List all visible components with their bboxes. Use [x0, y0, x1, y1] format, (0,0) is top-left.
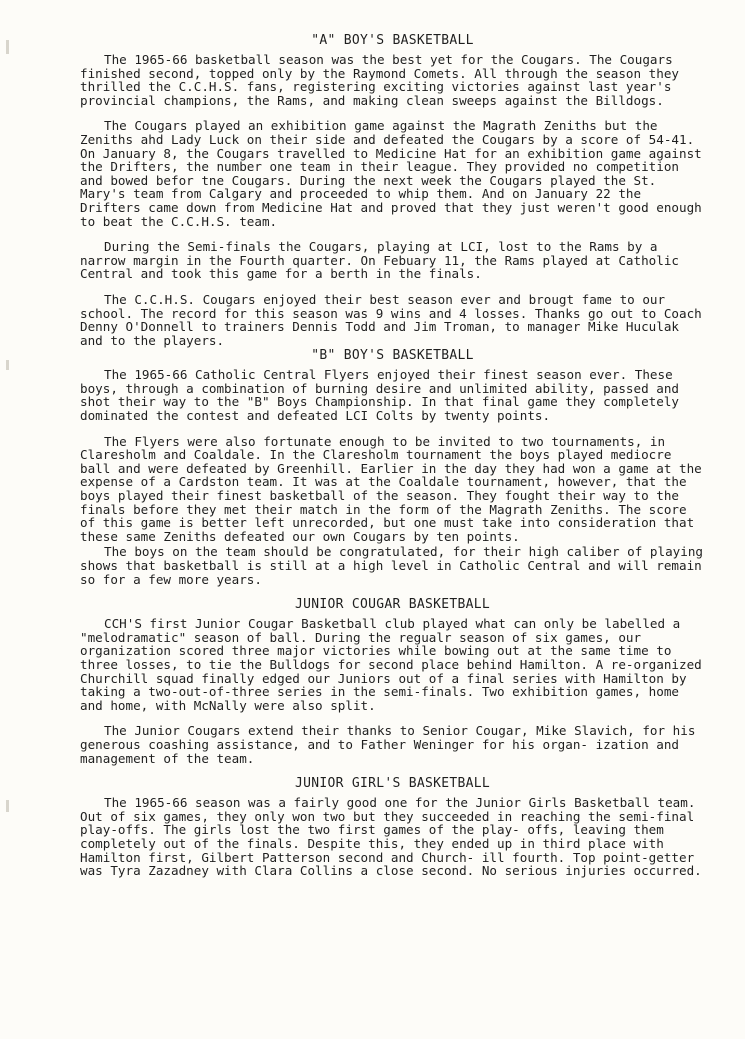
- paragraph: CCH'S first Junior Cougar Basketball club played what can only be labelled a "melodramatic" season of ball. During the regualr season of six games, our organization scored three major victories while bowing out at the same time to three losses, to tie the Bulldogs for second place behind Hamilton. A re-organized Churchill squad finally edged our Juniors out of a final series with Hamilton by taking a two-out-of-three series in the semi-finals. Two exhibition games, home and home, with McNally were also split.: [80, 616, 702, 713]
- scan-edge-mark: [6, 360, 9, 370]
- scan-edge-mark: [6, 800, 9, 812]
- paragraph: The Flyers were also fortunate enough to be invited to two tournaments, in Claresholm and Coaldale. In the Claresholm tournament the boys played mediocre ball and were defeated by Greenhill. Earlier in the day they had won a game at the expense of a Cardston team. It was at the Coaldale tournament, however, that the boys played their finest basketball of the season. They fought their way to the finals before they met their match in the form of the Magrath Zeniths. The score of this game is better left unrecorded, but one must take into consideration that these same Zeniths defeated our own Cougars by ten points.: [80, 433, 702, 544]
- paragraph: The 1965-66 season was a fairly good one for the Junior Girls Basketball team. Out of six games, they only won two but they succeeded in reaching the semi-final play-offs. The girls lost the two first games of the play- offs, leaving them completely out of the finals. Despite this, they ended up in third place with Hamilton first, Gilbert Patterson second and Church- ill fourth. Top point-getter was Tyra Zazadney with Clara Collins a close second. No serious injuries occurred.: [80, 795, 702, 879]
- scan-edge-mark: [6, 40, 9, 54]
- paragraph: The 1965-66 Catholic Central Flyers enjoyed their finest season ever. These boys, through a combination of burning desire and unlimited ability, passed and shot their way to the "B" Boys Championship. In that final game they completely dominated the contest and defeated LCI Colts by twenty points.: [80, 367, 679, 424]
- paragraph: The Cougars played an exhibition game against the Magrath Zeniths but the Zeniths ahd Lady Luck on their side and defeated the Cougars by a score of 54-41. On January 8, the Cougars travelled to Medicine Hat for an exhibition game against the Drifters, the number one team in their league. They provided no competition and bowed befor tne Cougars. During the next week the Cougars played the St. Mary's team from Calgary and proceeded to whip them. And on January 22 the Drifters came down from Medicine Hat and proved that they just weren't good enough to beat the C.C.H.S. team.: [80, 118, 702, 229]
- paragraph: The C.C.H.S. Cougars enjoyed their best season ever and brougt fame to our school. The record for this season was 9 wins and 4 losses. Thanks go out to Coach Denny O'Donnell to trainers Dennis Todd and Jim Troman, to manager Mike Huculak and to the players.: [80, 291, 702, 348]
- paragraph: The Junior Cougars extend their thanks to Senior Cougar, Mike Slavich, for his generous coashing assistance, and to Father Weninger for his organ- ization and management of the team.: [80, 723, 696, 766]
- section-heading-a-boys: "A" BOY'S BASKETBALL: [311, 33, 474, 48]
- paragraph: The boys on the team should be congratulated, for their high caliber of playing shows that basketball is still at a high level in Catholic Central and will remain so for a few more years.: [80, 544, 703, 587]
- paragraph: During the Semi-finals the Cougars, playing at LCI, lost to the Rams by a narrow margin in the Fourth quarter. On Febuary 11, the Rams played at Catholic Central and took this game for a berth in the finals.: [80, 239, 679, 282]
- paragraph: The 1965-66 basketball season was the best yet for the Cougars. The Cougars finished second, topped only by the Raymond Comets. All through the season they thrilled the C.C.H.S. fans, registering exciting victories against last year's provincial champions, the Rams, and making clean sweeps against the Billdogs.: [80, 52, 679, 108]
- section-heading-junior-girls: JUNIOR GIRL'S BASKETBALL: [294, 776, 491, 792]
- section-heading-b-boys: "B" BOY'S BASKETBALL: [311, 348, 474, 364]
- section-heading-junior-cougar: JUNIOR COUGAR BASKETBALL: [294, 597, 491, 613]
